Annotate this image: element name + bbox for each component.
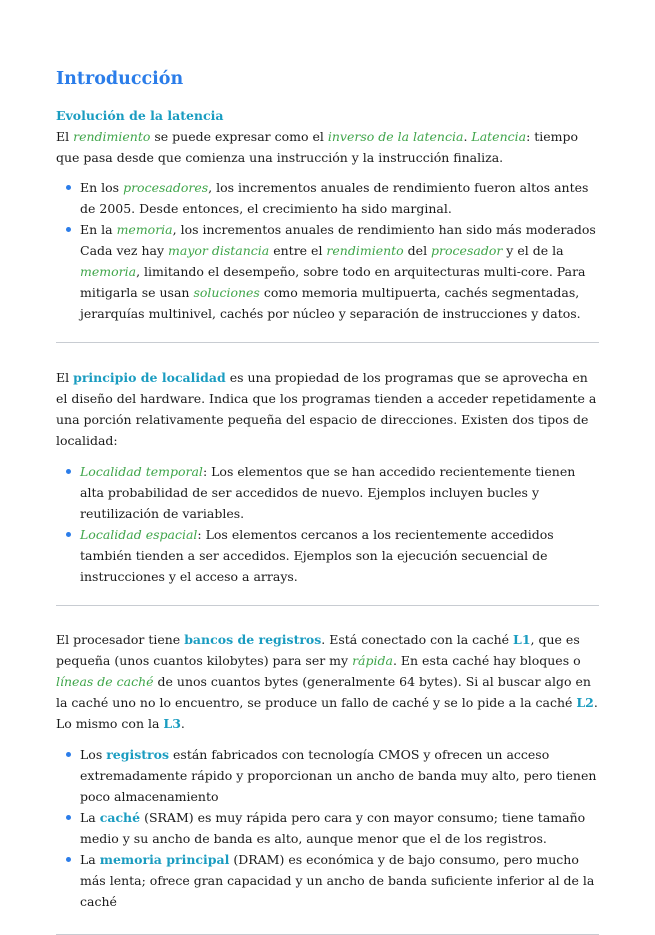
term-lineas-cache: líneas de caché (56, 674, 154, 689)
term-l2: L2 (576, 695, 594, 710)
hierarchy-intro-paragraph: El procesador tiene bancos de registros. Está conectado con la caché L1, que es pequeña (unos cuantos kilobytes) para ser my rápida. En esta caché hay bloques o líneas de caché de unos cuantos bytes (generalmente 64 bytes). Si al buscar algo en la caché uno no lo encuentro, se produce un fallo de caché y se lo pide a la caché L2. Lo mismo con la L3. (56, 632, 598, 731)
term-inverso-latencia: inverso de la latencia (327, 129, 464, 144)
list-item: La caché (SRAM) es muy rápida pero cara y con mayor consumo; tiene tamaño medio y su ancho de banda es alto, aunque menor que el de los registros. (80, 807, 599, 849)
list-item: Los registros están fabricados con tecnología CMOS y ofrecen un acceso extremadamente rápido y proporcionan un ancho de banda muy alto, pero tienen poco almacenamiento (80, 744, 599, 807)
term-procesador: procesador (431, 243, 503, 258)
term-bancos-registros: bancos de registros (184, 632, 322, 647)
term-l1: L1 (513, 632, 531, 647)
section-locality (56, 367, 599, 587)
term-memoria-principal: memoria principal (99, 852, 230, 867)
term-registros: registros (106, 747, 170, 762)
divider (56, 605, 599, 606)
locality-intro-paragraph: El principio de localidad es una propiedad de los programas que se aprovecha en el diseño del hardware. Indica que los programas tienden a acceder repetidamente a una porción relativamente pequeña del espacio de direcciones. Existen dos tipos de localidad: (56, 370, 597, 448)
term-localidad-temporal: Localidad temporal (80, 464, 203, 479)
locality-list (56, 461, 599, 587)
divider (56, 342, 599, 343)
term-latencia: Latencia (471, 129, 527, 144)
list-item: La memoria principal (DRAM) es económica y de bajo consumo, pero mucho más lenta; ofrece gran capacidad y un ancho de banda suficiente inferior al de la caché (80, 849, 599, 912)
section-latency (56, 106, 599, 324)
page-title: Introducción (56, 69, 184, 89)
list-item: En la memoria, los incrementos anuales de rendimiento han sido más moderados Cada vez hay mayor distancia entre el rendimiento del procesador y el de la memoria, limitando el desempeño, sobre todo en arquitecturas multi-core. Para mitigarla se usan soluciones como memoria multipuerta, cachés segmentadas, jerarquías multinivel, cachés por núcleo y separación de instrucciones y datos. (80, 219, 599, 324)
latency-intro-paragraph: El rendimiento se puede expresar como el inverso de la latencia. Latencia: tiempo que pasa desde que comienza una instrucción y la instrucción finaliza. (56, 129, 579, 165)
term-rendimiento: rendimiento (326, 243, 404, 258)
term-rendimiento: rendimiento (73, 129, 151, 144)
term-memoria: memoria (116, 222, 173, 237)
term-cache: caché (99, 810, 141, 825)
section-memory-hierarchy (56, 629, 599, 912)
term-rapida: rápida (352, 653, 393, 668)
term-memoria: memoria (80, 264, 137, 279)
section-heading: Evolución de la latencia (56, 108, 224, 123)
latency-list (56, 177, 599, 324)
list-item: Localidad temporal: Los elementos que se han accedido recientemente tienen alta probabilidad de ser accedidos de nuevo. Ejemplos incluyen bucles y reutilización de variables. (80, 461, 599, 524)
list-item: Localidad espacial: Los elementos cercanos a los recientemente accedidos también tienden a ser accedidos. Ejemplos son la ejecución secuencial de instrucciones y el acceso a arrays. (80, 524, 599, 587)
hierarchy-list (56, 744, 599, 912)
list-item: En los procesadores, los incrementos anuales de rendimiento fueron altos antes de 2005. Desde entonces, el crecimiento ha sido marginal. (80, 177, 599, 219)
term-procesadores: procesadores (123, 180, 209, 195)
term-localidad-espacial: Localidad espacial (80, 527, 198, 542)
term-principio-localidad: principio de localidad (73, 370, 226, 385)
term-soluciones: soluciones (193, 285, 260, 300)
term-l3: L3 (163, 716, 181, 731)
term-mayor-distancia: mayor distancia (168, 243, 270, 258)
